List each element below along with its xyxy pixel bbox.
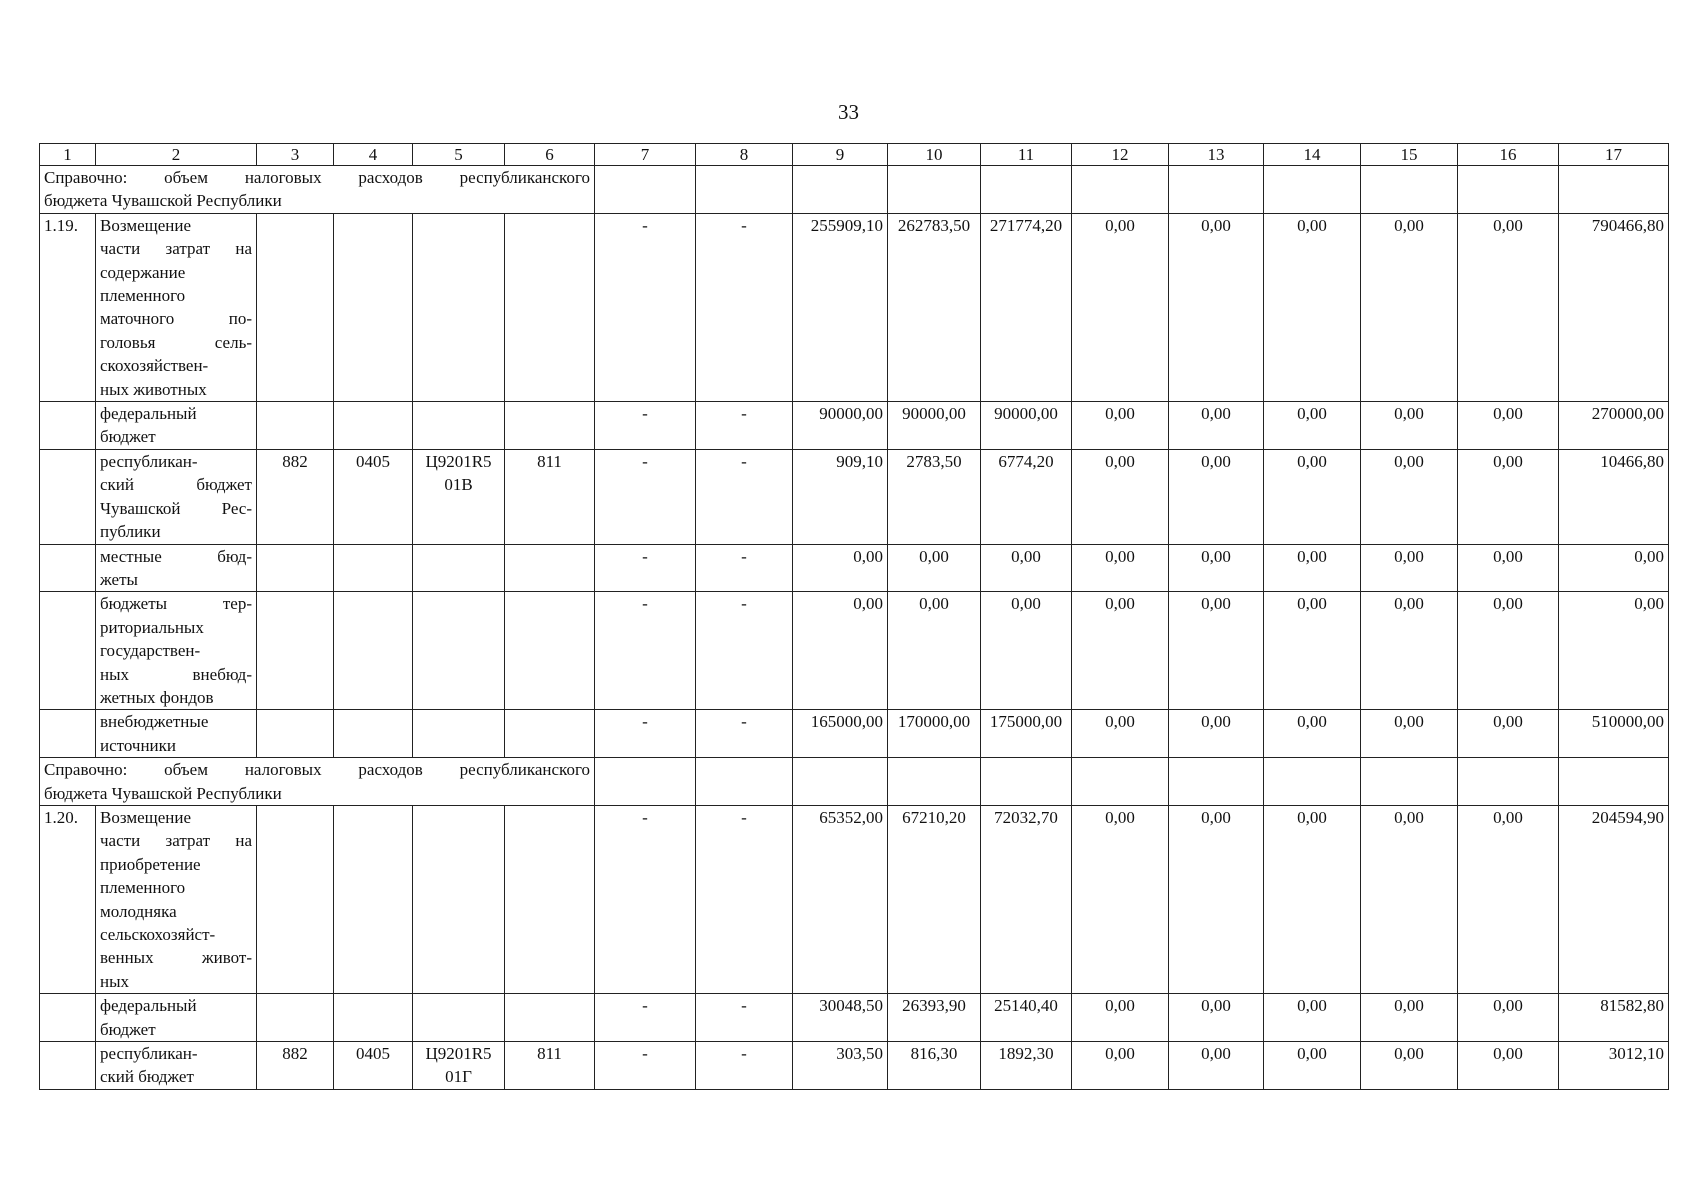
amount-cell-col15: 0,00 xyxy=(1361,994,1458,1042)
name-line: части затрат на xyxy=(100,831,252,851)
amount-cell-col14: 0,00 xyxy=(1264,994,1361,1042)
empty-cell xyxy=(1559,758,1669,806)
amount-cell-col15: 0,00 xyxy=(1361,1042,1458,1090)
empty-cell xyxy=(981,166,1072,214)
item-number-cell xyxy=(40,544,96,592)
amount-cell-col11: 0,00 xyxy=(981,544,1072,592)
name-line: ных xyxy=(100,971,130,991)
amount-cell-col10: 262783,50 xyxy=(888,213,981,401)
amount-cell-col10: 0,00 xyxy=(888,544,981,592)
ministry-code-cell xyxy=(257,402,334,450)
target-article-cell xyxy=(413,213,505,401)
name-line: приобретение xyxy=(100,854,201,874)
amount-cell-col13: 0,00 xyxy=(1169,213,1264,401)
table-row xyxy=(40,592,1669,710)
amount-cell-col17: 510000,00 xyxy=(1559,710,1669,758)
name-line: племенного xyxy=(100,878,186,898)
column-number-header xyxy=(40,144,1669,166)
amount-cell-col9: 30048,50 xyxy=(793,994,888,1042)
col7-cell: - xyxy=(595,592,696,710)
empty-cell xyxy=(1361,166,1458,214)
col7-cell: - xyxy=(595,449,696,544)
col8-cell: - xyxy=(696,710,793,758)
col7-cell: - xyxy=(595,805,696,993)
amount-cell-col10: 0,00 xyxy=(888,592,981,710)
column-header-10: 10 xyxy=(888,144,981,166)
target-article-line: Ц9201R5 xyxy=(425,1044,492,1064)
target-article-line: 01В xyxy=(444,475,473,495)
name-line: республикан- xyxy=(100,1044,198,1064)
table-row xyxy=(40,710,1669,758)
name-line: содержание xyxy=(100,262,186,282)
expense-type-cell xyxy=(505,710,595,758)
amount-cell-col14: 0,00 xyxy=(1264,710,1361,758)
amount-cell-col16: 0,00 xyxy=(1458,544,1559,592)
column-header-12: 12 xyxy=(1072,144,1169,166)
amount-cell-col12: 0,00 xyxy=(1072,544,1169,592)
expense-type-cell: 811 xyxy=(505,1042,595,1090)
section-code-cell xyxy=(334,544,413,592)
budget-table xyxy=(39,143,1669,1090)
amount-cell-col11: 1892,30 xyxy=(981,1042,1072,1090)
target-article-cell xyxy=(413,449,505,544)
amount-cell-col17: 3012,10 xyxy=(1559,1042,1669,1090)
column-header-6: 6 xyxy=(505,144,595,166)
item-number-cell xyxy=(40,1042,96,1090)
amount-cell-col10: 170000,00 xyxy=(888,710,981,758)
item-number-cell: 1.20. xyxy=(40,805,96,993)
ministry-code-cell xyxy=(257,994,334,1042)
amount-cell-col13: 0,00 xyxy=(1169,544,1264,592)
table-body xyxy=(40,166,1669,1090)
col8-cell: - xyxy=(696,213,793,401)
empty-cell xyxy=(1264,758,1361,806)
target-article-line: Ц9201R5 xyxy=(425,451,492,471)
column-header-5: 5 xyxy=(413,144,505,166)
ministry-code-cell xyxy=(257,805,334,993)
amount-cell-col11: 0,00 xyxy=(981,592,1072,710)
col8-cell: - xyxy=(696,994,793,1042)
target-article-cell xyxy=(413,805,505,993)
amount-cell-col13: 0,00 xyxy=(1169,805,1264,993)
name-line: местные бюд- xyxy=(100,546,252,566)
name-line: республикан- xyxy=(100,451,198,471)
item-number-cell xyxy=(40,710,96,758)
item-name-cell xyxy=(96,592,257,710)
column-header-2: 2 xyxy=(96,144,257,166)
page-number: 33 xyxy=(838,100,859,124)
amount-cell-col9: 0,00 xyxy=(793,592,888,710)
name-line: Возмещение xyxy=(100,807,191,827)
name-line: ский бюджет xyxy=(100,1067,194,1087)
table-row xyxy=(40,449,1669,544)
target-article-line: 01Г xyxy=(445,1067,472,1087)
section-code-cell xyxy=(334,994,413,1042)
amount-cell-col16: 0,00 xyxy=(1458,449,1559,544)
amount-cell-col9: 909,10 xyxy=(793,449,888,544)
column-header-1: 1 xyxy=(40,144,96,166)
amount-cell-col13: 0,00 xyxy=(1169,710,1264,758)
section-code-cell xyxy=(334,402,413,450)
amount-cell-col11: 271774,20 xyxy=(981,213,1072,401)
column-header-16: 16 xyxy=(1458,144,1559,166)
item-number-cell xyxy=(40,449,96,544)
empty-cell xyxy=(595,758,696,806)
amount-cell-col11: 25140,40 xyxy=(981,994,1072,1042)
amount-cell-col13: 0,00 xyxy=(1169,449,1264,544)
name-line: маточного по- xyxy=(100,309,252,329)
amount-cell-col16: 0,00 xyxy=(1458,592,1559,710)
item-name-cell xyxy=(96,805,257,993)
amount-cell-col14: 0,00 xyxy=(1264,592,1361,710)
col8-cell: - xyxy=(696,402,793,450)
name-line: федеральный xyxy=(100,404,197,424)
reference-note-text xyxy=(40,166,595,214)
name-line: риториальных xyxy=(100,617,204,637)
note-line: бюджета Чувашской Республики xyxy=(44,191,282,211)
empty-cell xyxy=(1361,758,1458,806)
amount-cell-col14: 0,00 xyxy=(1264,449,1361,544)
amount-cell-col17: 204594,90 xyxy=(1559,805,1669,993)
amount-cell-col9: 165000,00 xyxy=(793,710,888,758)
item-name-cell xyxy=(96,544,257,592)
amount-cell-col11: 72032,70 xyxy=(981,805,1072,993)
name-line: ский бюджет xyxy=(100,475,252,495)
amount-cell-col14: 0,00 xyxy=(1264,544,1361,592)
amount-cell-col9: 0,00 xyxy=(793,544,888,592)
empty-cell xyxy=(888,758,981,806)
section-code-cell xyxy=(334,805,413,993)
empty-cell xyxy=(1072,166,1169,214)
empty-cell xyxy=(793,758,888,806)
empty-cell xyxy=(1559,166,1669,214)
expense-type-cell xyxy=(505,592,595,710)
name-line: части затрат на xyxy=(100,239,252,259)
reference-note-text xyxy=(40,758,595,806)
item-number-cell xyxy=(40,402,96,450)
col8-cell: - xyxy=(696,544,793,592)
amount-cell-col12: 0,00 xyxy=(1072,213,1169,401)
table-row xyxy=(40,544,1669,592)
name-line: головья сель- xyxy=(100,332,252,352)
table-row xyxy=(40,994,1669,1042)
empty-cell xyxy=(696,758,793,806)
amount-cell-col14: 0,00 xyxy=(1264,213,1361,401)
amount-cell-col12: 0,00 xyxy=(1072,710,1169,758)
reference-note-row xyxy=(40,166,1669,214)
expense-type-cell xyxy=(505,994,595,1042)
amount-cell-col14: 0,00 xyxy=(1264,402,1361,450)
col7-cell: - xyxy=(595,402,696,450)
item-name-cell xyxy=(96,710,257,758)
column-header-7: 7 xyxy=(595,144,696,166)
note-line: Справочно: объем налоговых расходов республиканского xyxy=(44,760,590,780)
item-name-cell xyxy=(96,1042,257,1090)
name-line: источники xyxy=(100,735,177,755)
amount-cell-col11: 6774,20 xyxy=(981,449,1072,544)
expense-type-cell xyxy=(505,805,595,993)
amount-cell-col16: 0,00 xyxy=(1458,1042,1559,1090)
amount-cell-col16: 0,00 xyxy=(1458,213,1559,401)
empty-cell xyxy=(1072,758,1169,806)
amount-cell-col9: 255909,10 xyxy=(793,213,888,401)
column-header-3: 3 xyxy=(257,144,334,166)
amount-cell-col9: 90000,00 xyxy=(793,402,888,450)
name-line: племенного xyxy=(100,286,186,306)
name-line: ных внебюд- xyxy=(100,664,252,684)
item-name-cell xyxy=(96,994,257,1042)
empty-cell xyxy=(793,166,888,214)
note-line: Справочно: объем налоговых расходов республиканского xyxy=(44,168,590,187)
amount-cell-col12: 0,00 xyxy=(1072,592,1169,710)
amount-cell-col15: 0,00 xyxy=(1361,449,1458,544)
col8-cell: - xyxy=(696,805,793,993)
empty-cell xyxy=(1458,166,1559,214)
amount-cell-col17: 0,00 xyxy=(1559,544,1669,592)
amount-cell-col10: 2783,50 xyxy=(888,449,981,544)
amount-cell-col16: 0,00 xyxy=(1458,805,1559,993)
amount-cell-col15: 0,00 xyxy=(1361,592,1458,710)
target-article-cell xyxy=(413,1042,505,1090)
amount-cell-col9: 65352,00 xyxy=(793,805,888,993)
amount-cell-col11: 90000,00 xyxy=(981,402,1072,450)
amount-cell-col14: 0,00 xyxy=(1264,1042,1361,1090)
amount-cell-col13: 0,00 xyxy=(1169,402,1264,450)
name-line: сельскохозяйст- xyxy=(100,925,216,944)
empty-cell xyxy=(696,166,793,214)
empty-cell xyxy=(1169,758,1264,806)
section-code-cell xyxy=(334,592,413,710)
item-name-cell xyxy=(96,402,257,450)
name-line: ных животных xyxy=(100,379,207,399)
column-header-9: 9 xyxy=(793,144,888,166)
col8-cell: - xyxy=(696,449,793,544)
amount-cell-col10: 67210,20 xyxy=(888,805,981,993)
col7-cell: - xyxy=(595,710,696,758)
section-code-cell: 0405 xyxy=(334,1042,413,1090)
amount-cell-col10: 26393,90 xyxy=(888,994,981,1042)
name-line: бюджеты тер- xyxy=(100,594,252,614)
column-header-17: 17 xyxy=(1559,144,1669,166)
amount-cell-col13: 0,00 xyxy=(1169,994,1264,1042)
name-line: венных живот- xyxy=(100,948,252,968)
target-article-cell xyxy=(413,710,505,758)
section-code-cell xyxy=(334,213,413,401)
name-line: жетных фондов xyxy=(100,687,214,707)
empty-cell xyxy=(1264,166,1361,214)
table-row xyxy=(40,1042,1669,1090)
name-line: скохозяйствен- xyxy=(100,356,209,376)
col7-cell: - xyxy=(595,1042,696,1090)
ministry-code-cell xyxy=(257,710,334,758)
name-line: бюджет xyxy=(100,1019,156,1039)
amount-cell-col12: 0,00 xyxy=(1072,994,1169,1042)
table-row xyxy=(40,805,1669,993)
column-header-4: 4 xyxy=(334,144,413,166)
ministry-code-cell: 882 xyxy=(257,449,334,544)
section-code-cell: 0405 xyxy=(334,449,413,544)
item-number-cell xyxy=(40,592,96,710)
target-article-cell xyxy=(413,592,505,710)
section-code-cell xyxy=(334,710,413,758)
name-line: Чувашской Рес- xyxy=(100,498,252,518)
target-article-cell xyxy=(413,994,505,1042)
item-name-cell xyxy=(96,449,257,544)
amount-cell-col12: 0,00 xyxy=(1072,805,1169,993)
col7-cell: - xyxy=(595,544,696,592)
expense-type-cell xyxy=(505,544,595,592)
amount-cell-col12: 0,00 xyxy=(1072,402,1169,450)
ministry-code-cell xyxy=(257,213,334,401)
target-article-cell xyxy=(413,544,505,592)
empty-cell xyxy=(1458,758,1559,806)
amount-cell-col17: 270000,00 xyxy=(1559,402,1669,450)
empty-cell xyxy=(981,758,1072,806)
amount-cell-col9: 303,50 xyxy=(793,1042,888,1090)
expense-type-cell xyxy=(505,402,595,450)
empty-cell xyxy=(888,166,981,214)
expense-type-cell xyxy=(505,213,595,401)
col7-cell: - xyxy=(595,213,696,401)
item-number-cell: 1.19. xyxy=(40,213,96,401)
table-row xyxy=(40,402,1669,450)
item-name-cell xyxy=(96,213,257,401)
empty-cell xyxy=(595,166,696,214)
amount-cell-col13: 0,00 xyxy=(1169,1042,1264,1090)
col8-cell: - xyxy=(696,592,793,710)
column-header-11: 11 xyxy=(981,144,1072,166)
amount-cell-col15: 0,00 xyxy=(1361,544,1458,592)
amount-cell-col14: 0,00 xyxy=(1264,805,1361,993)
amount-cell-col15: 0,00 xyxy=(1361,402,1458,450)
item-number-cell xyxy=(40,994,96,1042)
amount-cell-col15: 0,00 xyxy=(1361,805,1458,993)
name-line: бюджет xyxy=(100,427,156,447)
expense-type-cell: 811 xyxy=(505,449,595,544)
amount-cell-col12: 0,00 xyxy=(1072,1042,1169,1090)
name-line: публики xyxy=(100,522,161,542)
name-line: молодняка xyxy=(100,901,177,921)
name-line: внебюджетные xyxy=(100,712,209,732)
name-line: федеральный xyxy=(100,996,197,1016)
amount-cell-col17: 10466,80 xyxy=(1559,449,1669,544)
ministry-code-cell: 882 xyxy=(257,1042,334,1090)
amount-cell-col13: 0,00 xyxy=(1169,592,1264,710)
amount-cell-col16: 0,00 xyxy=(1458,710,1559,758)
empty-cell xyxy=(1169,166,1264,214)
amount-cell-col11: 175000,00 xyxy=(981,710,1072,758)
amount-cell-col17: 790466,80 xyxy=(1559,213,1669,401)
col8-cell: - xyxy=(696,1042,793,1090)
name-line: государствен- xyxy=(100,641,201,661)
column-header-13: 13 xyxy=(1169,144,1264,166)
amount-cell-col15: 0,00 xyxy=(1361,710,1458,758)
ministry-code-cell xyxy=(257,592,334,710)
column-header-15: 15 xyxy=(1361,144,1458,166)
table-row xyxy=(40,213,1669,401)
note-line: бюджета Чувашской Республики xyxy=(44,783,282,803)
amount-cell-col10: 816,30 xyxy=(888,1042,981,1090)
col7-cell: - xyxy=(595,994,696,1042)
amount-cell-col16: 0,00 xyxy=(1458,402,1559,450)
amount-cell-col17: 81582,80 xyxy=(1559,994,1669,1042)
amount-cell-col10: 90000,00 xyxy=(888,402,981,450)
column-header-8: 8 xyxy=(696,144,793,166)
target-article-cell xyxy=(413,402,505,450)
amount-cell-col15: 0,00 xyxy=(1361,213,1458,401)
name-line: Возмещение xyxy=(100,215,191,235)
column-header-14: 14 xyxy=(1264,144,1361,166)
ministry-code-cell xyxy=(257,544,334,592)
amount-cell-col17: 0,00 xyxy=(1559,592,1669,710)
amount-cell-col12: 0,00 xyxy=(1072,449,1169,544)
reference-note-row xyxy=(40,758,1669,806)
name-line: жеты xyxy=(100,569,138,589)
amount-cell-col16: 0,00 xyxy=(1458,994,1559,1042)
